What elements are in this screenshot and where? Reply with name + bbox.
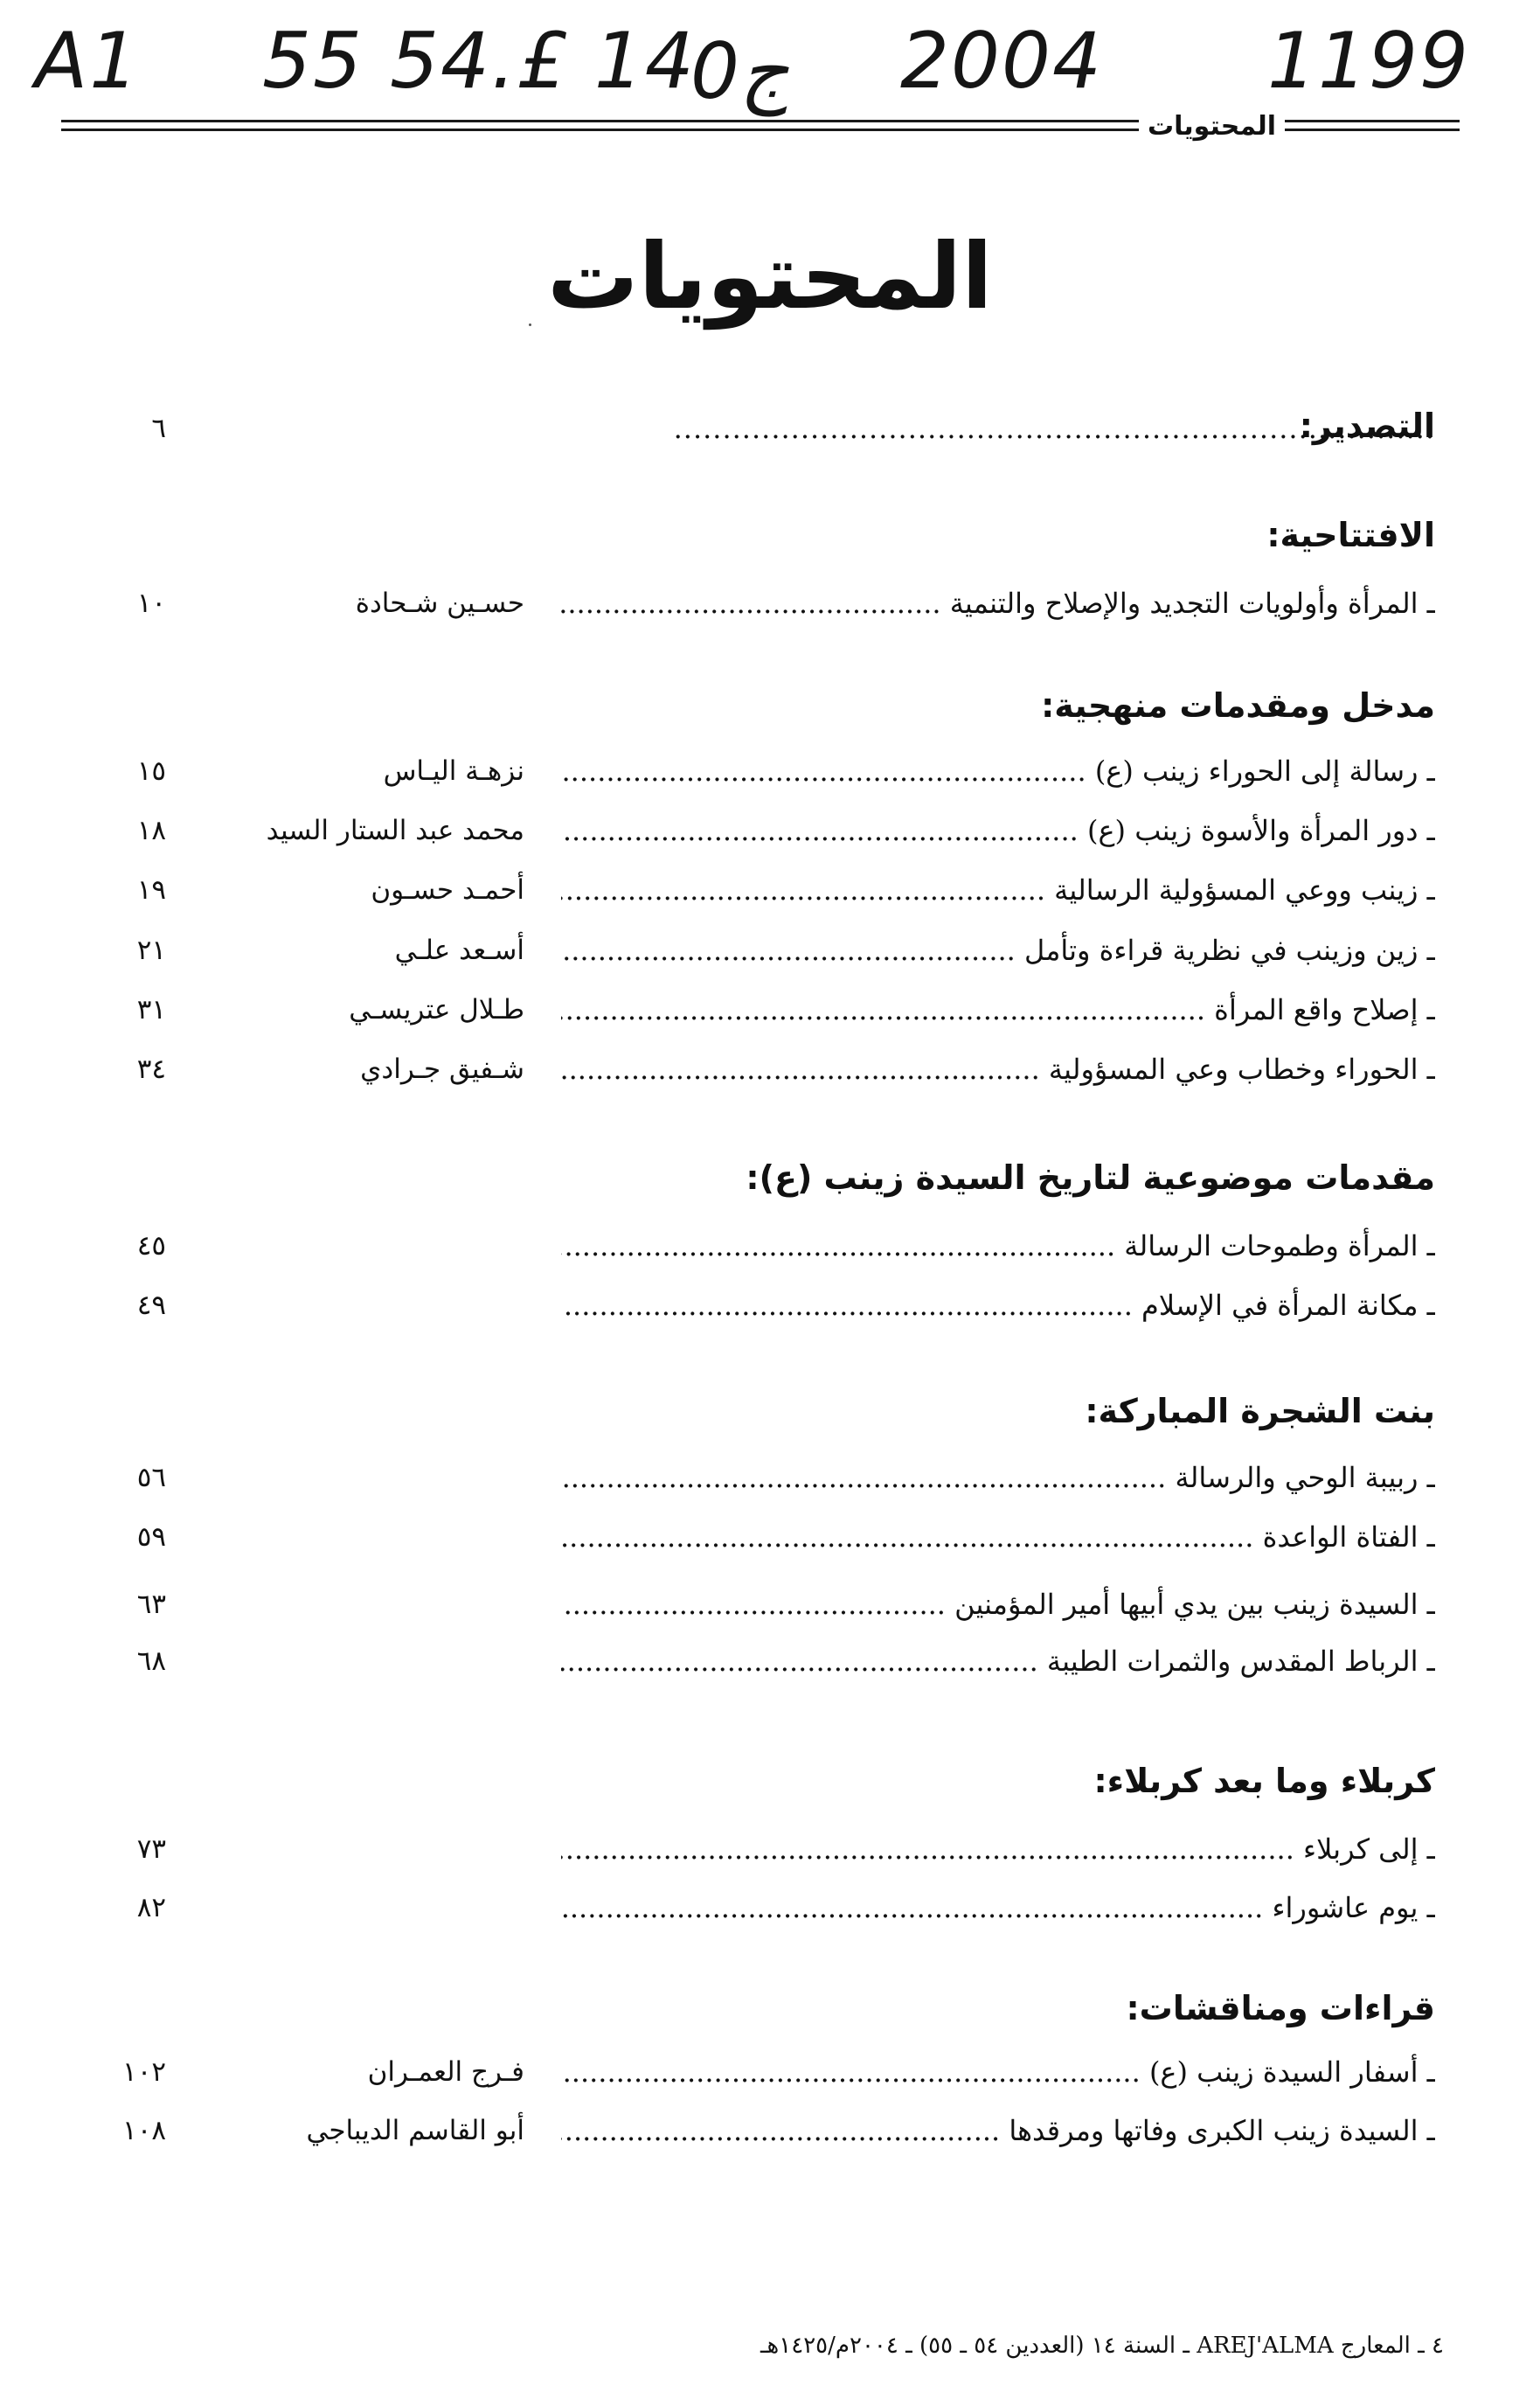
handwritten-year: 2004	[900, 16, 1103, 106]
section-heading: كربلاء وما بعد كربلاء:	[1093, 1762, 1435, 1800]
entry-title: ـ المرأة وطموحات الرسالة .....	[561, 1224, 1435, 1268]
entry-page: ١٠٢	[122, 2056, 166, 2088]
entry-page: ٥٦	[136, 1462, 166, 1493]
handwritten-part: ج0	[690, 26, 789, 116]
entry-title: ـ يوم عاشوراء .....	[561, 1886, 1435, 1930]
entry-author: محمد عبد الستار السيد	[266, 815, 524, 846]
entry-page: ٧٣	[136, 1833, 166, 1865]
entry-title: ـ أسفار السيدة زينب (ع) .....	[561, 2050, 1435, 2094]
entry-author: شـفيق جـرادي	[360, 1053, 524, 1085]
entry-author: طـلال عتريسـي	[349, 994, 524, 1026]
entry-title: ـ ربيبة الوحي والرسالة .....	[561, 1456, 1435, 1499]
entry-author: نزهـة اليـاس	[383, 755, 524, 787]
toc-entry[interactable]	[79, 1639, 1435, 1683]
entry-leader	[675, 407, 1435, 450]
entry-author: أبو القاسم الديباجي	[306, 2115, 524, 2146]
toc-entry[interactable]	[79, 749, 1435, 793]
section-heading: مدخل ومقدمات منهجية:	[1041, 686, 1435, 725]
entry-title: ـ إلى كربلاء .....	[561, 1827, 1435, 1871]
entry-page: ١٩	[136, 874, 166, 906]
entry-title: ـ إصلاح واقع المرأة .....	[561, 988, 1435, 1032]
section-heading: بنت الشجرة المباركة:	[1085, 1392, 1435, 1430]
entry-title: ـ السيدة زينب الكبرى وفاتها ومرقدها .....	[561, 2109, 1435, 2152]
entry-title: ـ دور المرأة والأسوة زينب (ع) .....	[561, 809, 1435, 852]
toc-entry[interactable]	[79, 809, 1435, 852]
entry-page: ٣٤	[136, 1053, 166, 1085]
section-heading: قراءات ومناقشات:	[1126, 1989, 1435, 2027]
toc-entry[interactable]	[79, 1224, 1435, 1268]
toc-entry[interactable]	[79, 1047, 1435, 1091]
section-heading: التصدير:	[1299, 407, 1435, 445]
entry-title: ـ مكانة المرأة في الإسلام .....	[561, 1283, 1435, 1327]
section-heading: مقدمات موضوعية لتاريخ السيدة زينب (ع):	[746, 1158, 1435, 1197]
entry-title: ـ زين وزينب في نظرية قراءة وتأمل .....	[561, 928, 1435, 972]
running-head-label: المحتويات	[1139, 109, 1285, 144]
entry-page: ١٠	[136, 588, 166, 619]
entry-title: ـ السيدة زينب بين يدي أبيها أمير المؤمنين .....	[561, 1582, 1435, 1626]
entry-page: ٣١	[136, 994, 166, 1026]
toc-entry[interactable]	[79, 1283, 1435, 1327]
page-footer: ٤ ـ المعارج AREJ'ALMA ـ السنة ١٤ (العددين ٥٤ ـ ٥٥) ـ ٢٠٠٤م/١٤٢٥هـ	[760, 2333, 1444, 2359]
entry-author: أسـعد علـي	[394, 935, 524, 966]
entry-page: ٨٢	[136, 1892, 166, 1923]
toc-entry[interactable]	[79, 928, 1435, 972]
toc-entry[interactable]	[79, 1886, 1435, 1930]
handwritten-code: A1	[35, 16, 141, 106]
toc-entry[interactable]	[79, 1827, 1435, 1871]
entry-title: ـ رسالة إلى الحوراء زينب (ع) .....	[561, 749, 1435, 793]
section-heading: الافتتاحية:	[1266, 516, 1435, 554]
entry-page: ٦	[151, 413, 166, 444]
entry-page: ٦٣	[136, 1589, 166, 1620]
entry-author: أحمـد حسـون	[371, 874, 524, 906]
toc-entry[interactable]	[79, 1456, 1435, 1499]
entry-page: ٤٥	[136, 1230, 166, 1262]
entry-page: ٦٨	[136, 1645, 166, 1677]
toc-entry[interactable]	[79, 1582, 1435, 1626]
toc-entry[interactable]	[79, 581, 1435, 625]
entry-title: ـ الفتاة الواعدة .....	[561, 1515, 1435, 1559]
entry-title: ـ الرباط المقدس والثمرات الطيبة .....	[561, 1639, 1435, 1683]
entry-author: فـرج العمـران	[367, 2056, 524, 2088]
toc-entry[interactable]	[79, 407, 1435, 450]
handwritten-issue: 55 54.£ 14	[262, 16, 696, 106]
toc-entry[interactable]	[79, 2050, 1435, 2094]
entry-title: ـ المرأة وأولويات التجديد والإصلاح والتنمية .....	[561, 581, 1435, 625]
toc-entry[interactable]	[79, 1515, 1435, 1559]
entry-page: ٢١	[136, 935, 166, 966]
entry-page: ٥٩	[136, 1521, 166, 1553]
toc-entry[interactable]	[79, 868, 1435, 912]
handwritten-number: 1199	[1267, 16, 1470, 106]
toc-entry[interactable]	[79, 2109, 1435, 2152]
entry-page: ١٥	[136, 755, 166, 787]
entry-page: ١٠٨	[122, 2115, 166, 2146]
entry-title: ـ الحوراء وخطاب وعي المسؤولية .....	[561, 1047, 1435, 1091]
entry-page: ٤٩	[136, 1290, 166, 1321]
entry-author: حسـين شـحادة	[355, 588, 524, 619]
toc-entry[interactable]	[79, 988, 1435, 1032]
entry-page: ١٨	[136, 815, 166, 846]
entry-title: ـ زينب ووعي المسؤولية الرسالية .....	[561, 868, 1435, 912]
page-title: المحتويات	[547, 223, 993, 330]
